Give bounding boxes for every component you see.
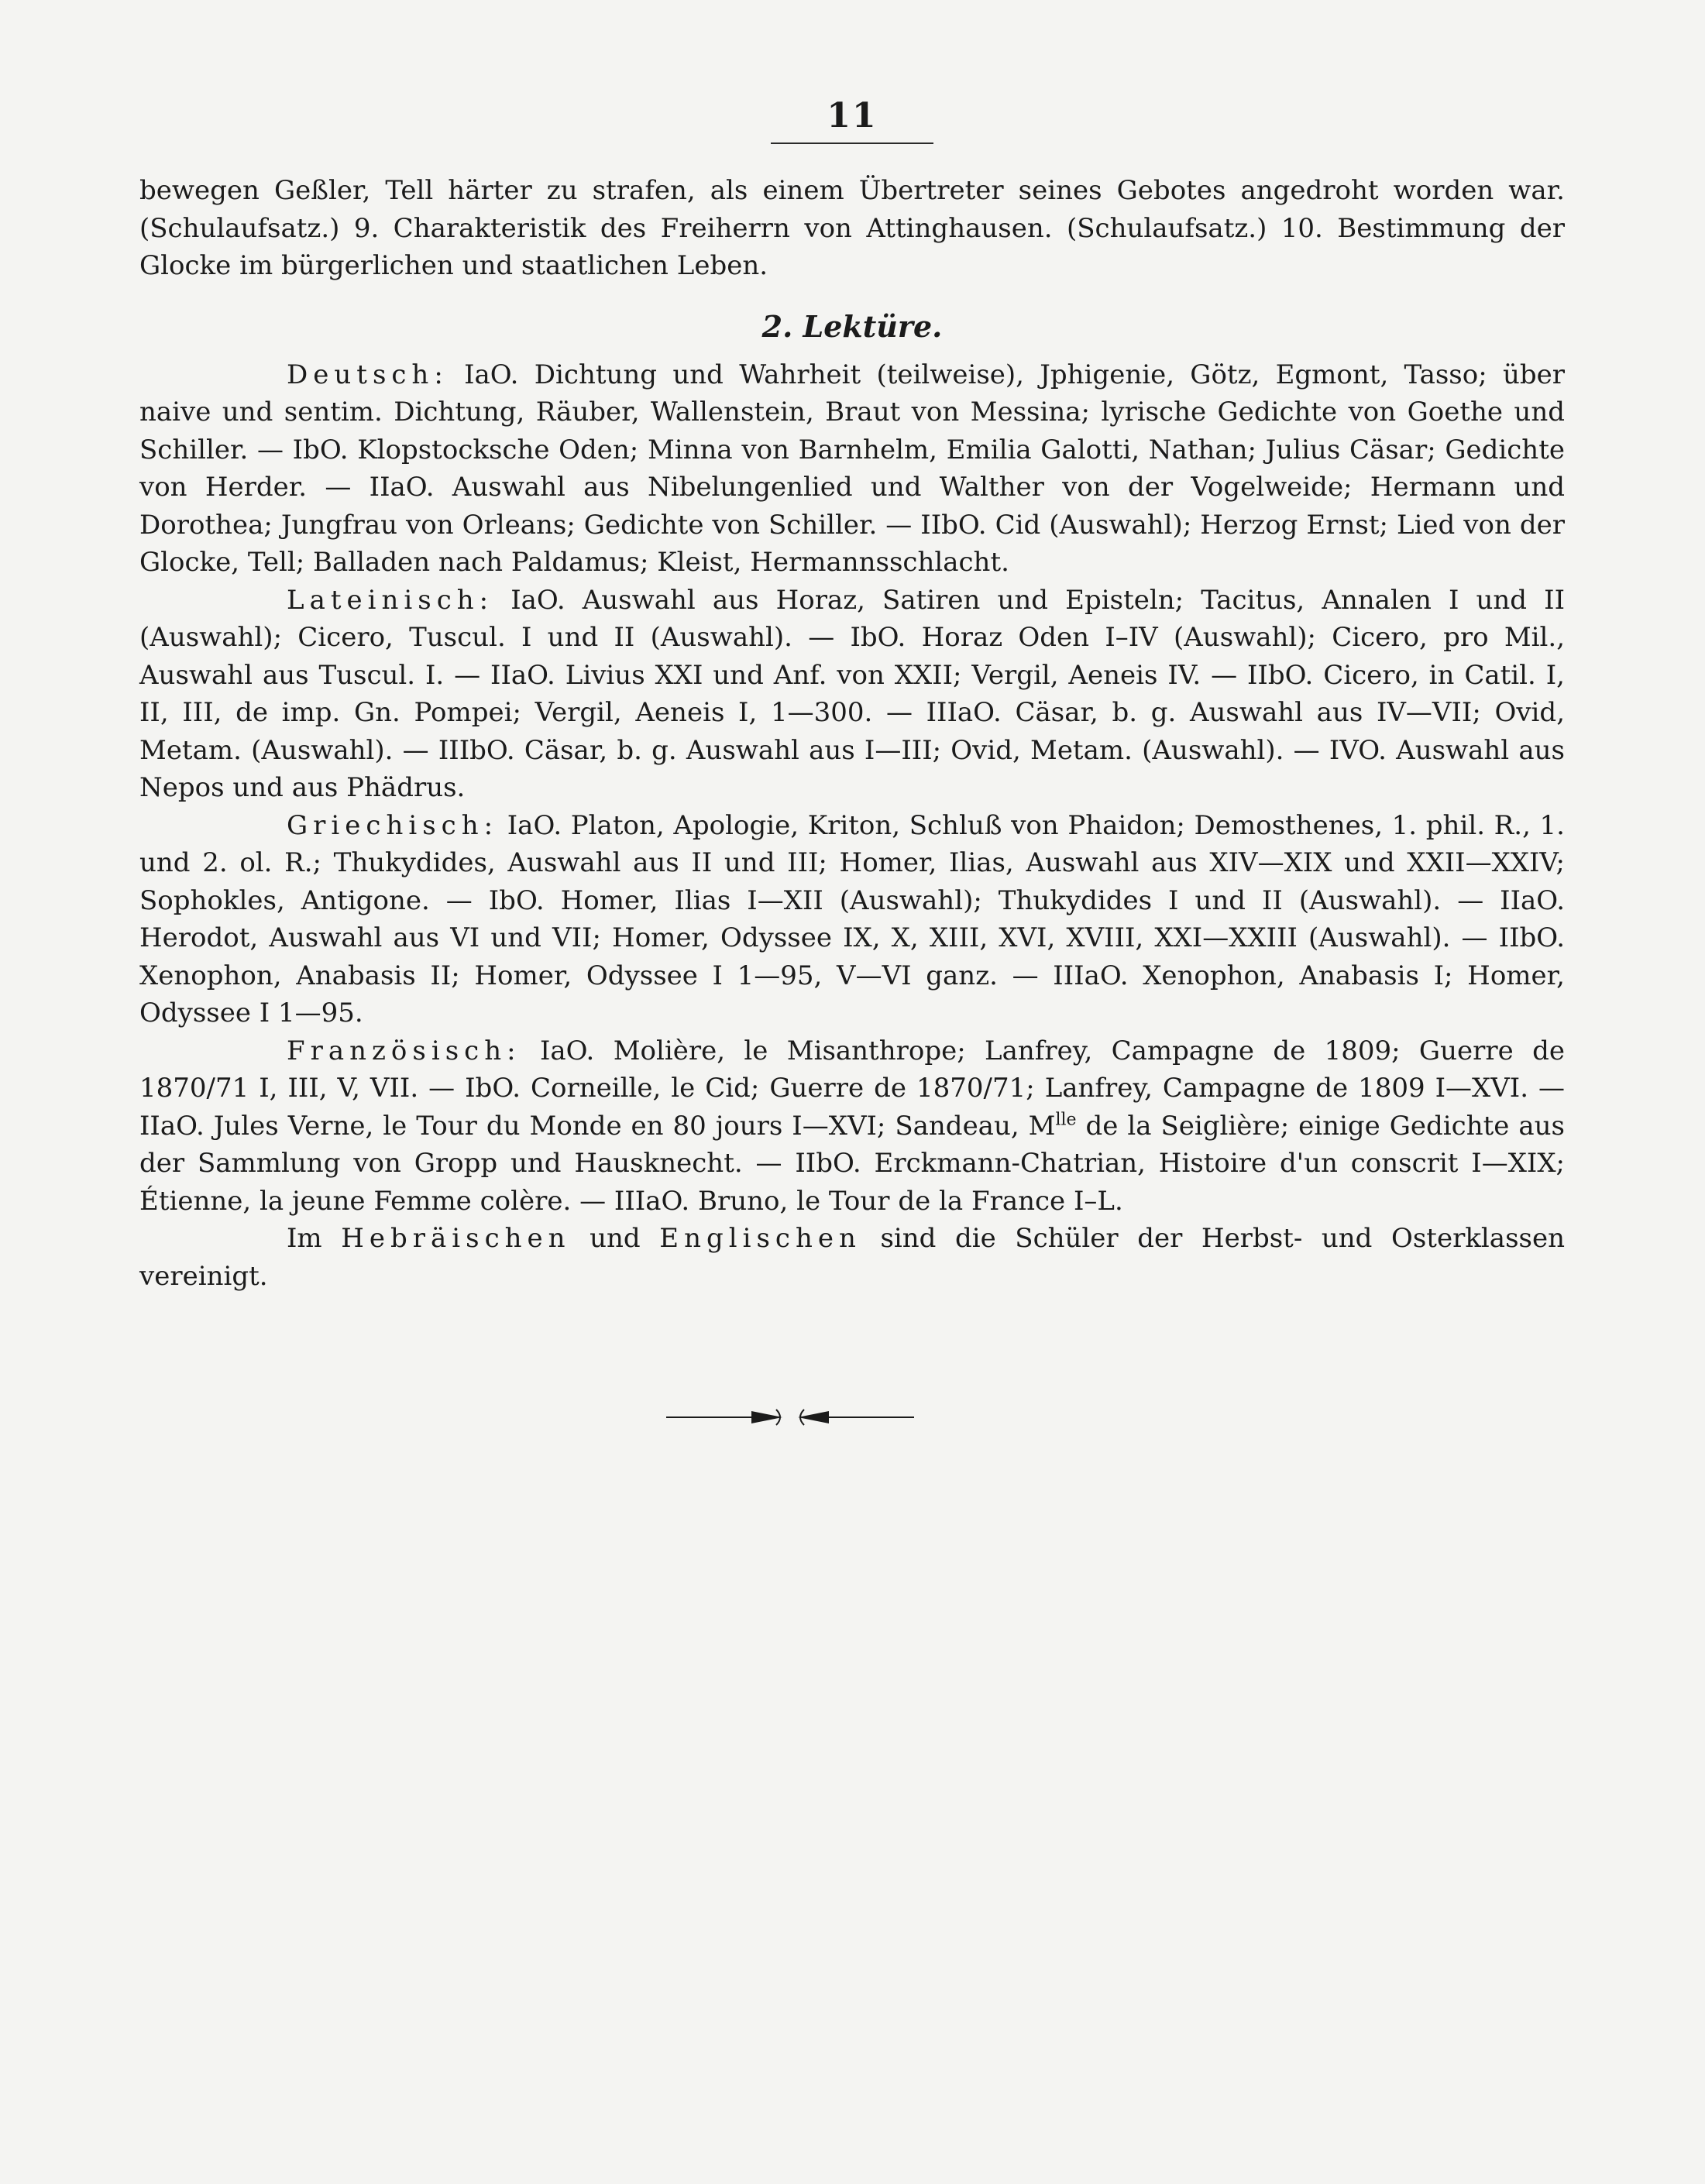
subject-text-franzoesisch-part2: de la Seiglière; einige Gedichte aus der Sammlung von Gropp und Hausknecht. — IIbO. Erckmann-Chatrian, Histoire d'un conscrit I—XIX; Étienne, la jeune Femme colère. — IIIaO. Bruno, le Tour de la France I–L. — [139, 1110, 1565, 1217]
closing-hebraeisch: Hebräischen — [341, 1223, 571, 1254]
paragraph-lateinisch — [139, 582, 1565, 807]
paragraph-franzoesisch — [139, 1032, 1565, 1221]
page-number: 11 — [827, 96, 878, 136]
subject-label-franzoesisch: Französisch: — [287, 1035, 521, 1066]
paragraph-deutsch — [139, 356, 1565, 582]
closing-und: und — [570, 1223, 660, 1254]
closing-englisch: Englischen — [659, 1223, 861, 1254]
subject-label-lateinisch: Lateinisch: — [287, 584, 494, 616]
paragraph-griechisch — [139, 807, 1565, 1032]
page-number-rule — [771, 143, 933, 144]
subject-text-franzoesisch-part1: IaO. Molière, le Misanthrope; Lanfrey, Campagne de 1809; Guerre de 1870/71 I, III, V, VII. — IbO. Corneille, le Cid; Guerre de 1870/71; Lanfrey, Campagne de 1809 I—XVI. — IIaO. Jules Verne, le Tour du Monde en 80 jours I—XVI; Sandeau, M — [139, 1035, 1565, 1142]
subject-label-deutsch: Deutsch: — [287, 359, 449, 390]
intro-paragraph: bewegen Geßler, Tell härter zu strafen, als einem Übertreter seines Gebotes angedroht worden war. (Schulaufsatz.) 9. Charakteristik des Freiherrn von Attinghausen. (Schulaufsatz.) 10. Bestimmung der Glocke im bürgerlichen und staatlichen Leben. — [139, 175, 1565, 281]
subject-text-griechisch: IaO. Platon, Apologie, Kriton, Schluß von Phaidon; Demosthenes, 1. phil. R., 1. und 2. ol. R.; Thukydides, Auswahl aus II und III; Homer, Ilias, Auswahl aus XIV—XIX und XXII—XXIV; Sophokles, Antigone. — IbO. Homer, Ilias I—XII (Auswahl); Thukydides I und II (Auswahl). — IIaO. Herodot, Auswahl aus VI und VII; Homer, Odyssee IX, X, XIII, XVI, XVIII, XXI—XXIII (Auswahl). — IIbO. Xenophon, Anabasis II; Homer, Odyssee I 1—95, V—VI ganz. — IIIaO. Xenophon, Anabasis I; Homer, Odyssee I 1—95. — [139, 809, 1565, 1028]
paragraph-closing — [139, 1220, 1565, 1295]
subject-label-griechisch: Griechisch: — [287, 809, 499, 841]
superscript-lle: lle — [1055, 1110, 1077, 1130]
subject-text-deutsch: IaO. Dichtung und Wahrheit (teilweise), Jphigenie, Götz, Egmont, Tasso; über naive und sentim. Dichtung, Räuber, Wallenstein, Braut von Messina; lyrische Gedichte von Goethe und Schiller. — IbO. Klopstocksche Oden; Minna von Barnhelm, Emilia Galotti, Nathan; Julius Cäsar; Gedichte von Herder. — IIaO. Auswahl aus Nibelungenlied und Walther von der Vogelweide; Hermann und Dorothea; Jungfrau von Orleans; Gedichte von Schiller. — IIbO. Cid (Auswahl); Herzog Ernst; Lied von der Glocke, Tell; Balladen nach Paldamus; Kleist, Hermannsschlacht. — [139, 359, 1565, 578]
ornamental-divider-icon — [666, 1402, 914, 1433]
closing-suffix: sind die Schüler der Herbst- und Osterklassen vereinigt. — [139, 1223, 1565, 1292]
document-page — [139, 93, 1565, 1295]
subject-text-lateinisch: IaO. Auswahl aus Horaz, Satiren und Episteln; Tacitus, Annalen I und II (Auswahl); Cicero, Tuscul. I und II (Auswahl). — IbO. Horaz Oden I–IV (Auswahl); Cicero, pro Mil., Auswahl aus Tuscul. I. — IIaO. Livius XXI und Anf. von XXII; Vergil, Aeneis IV. — IIbO. Cicero, in Catil. I, II, III, de imp. Gn. Pompei; Vergil, Aeneis I, 1—300. — IIIaO. Cäsar, b. g. Auswahl aus IV—VII; Ovid, Metam. (Auswahl). — IIIbO. Cäsar, b. g. Auswahl aus I—III; Ovid, Metam. (Auswahl). — IVO. Auswahl aus Nepos und aus Phädrus. — [139, 584, 1565, 803]
closing-prefix: Im — [287, 1223, 342, 1254]
section-heading: 2. Lektüre. — [761, 308, 943, 344]
